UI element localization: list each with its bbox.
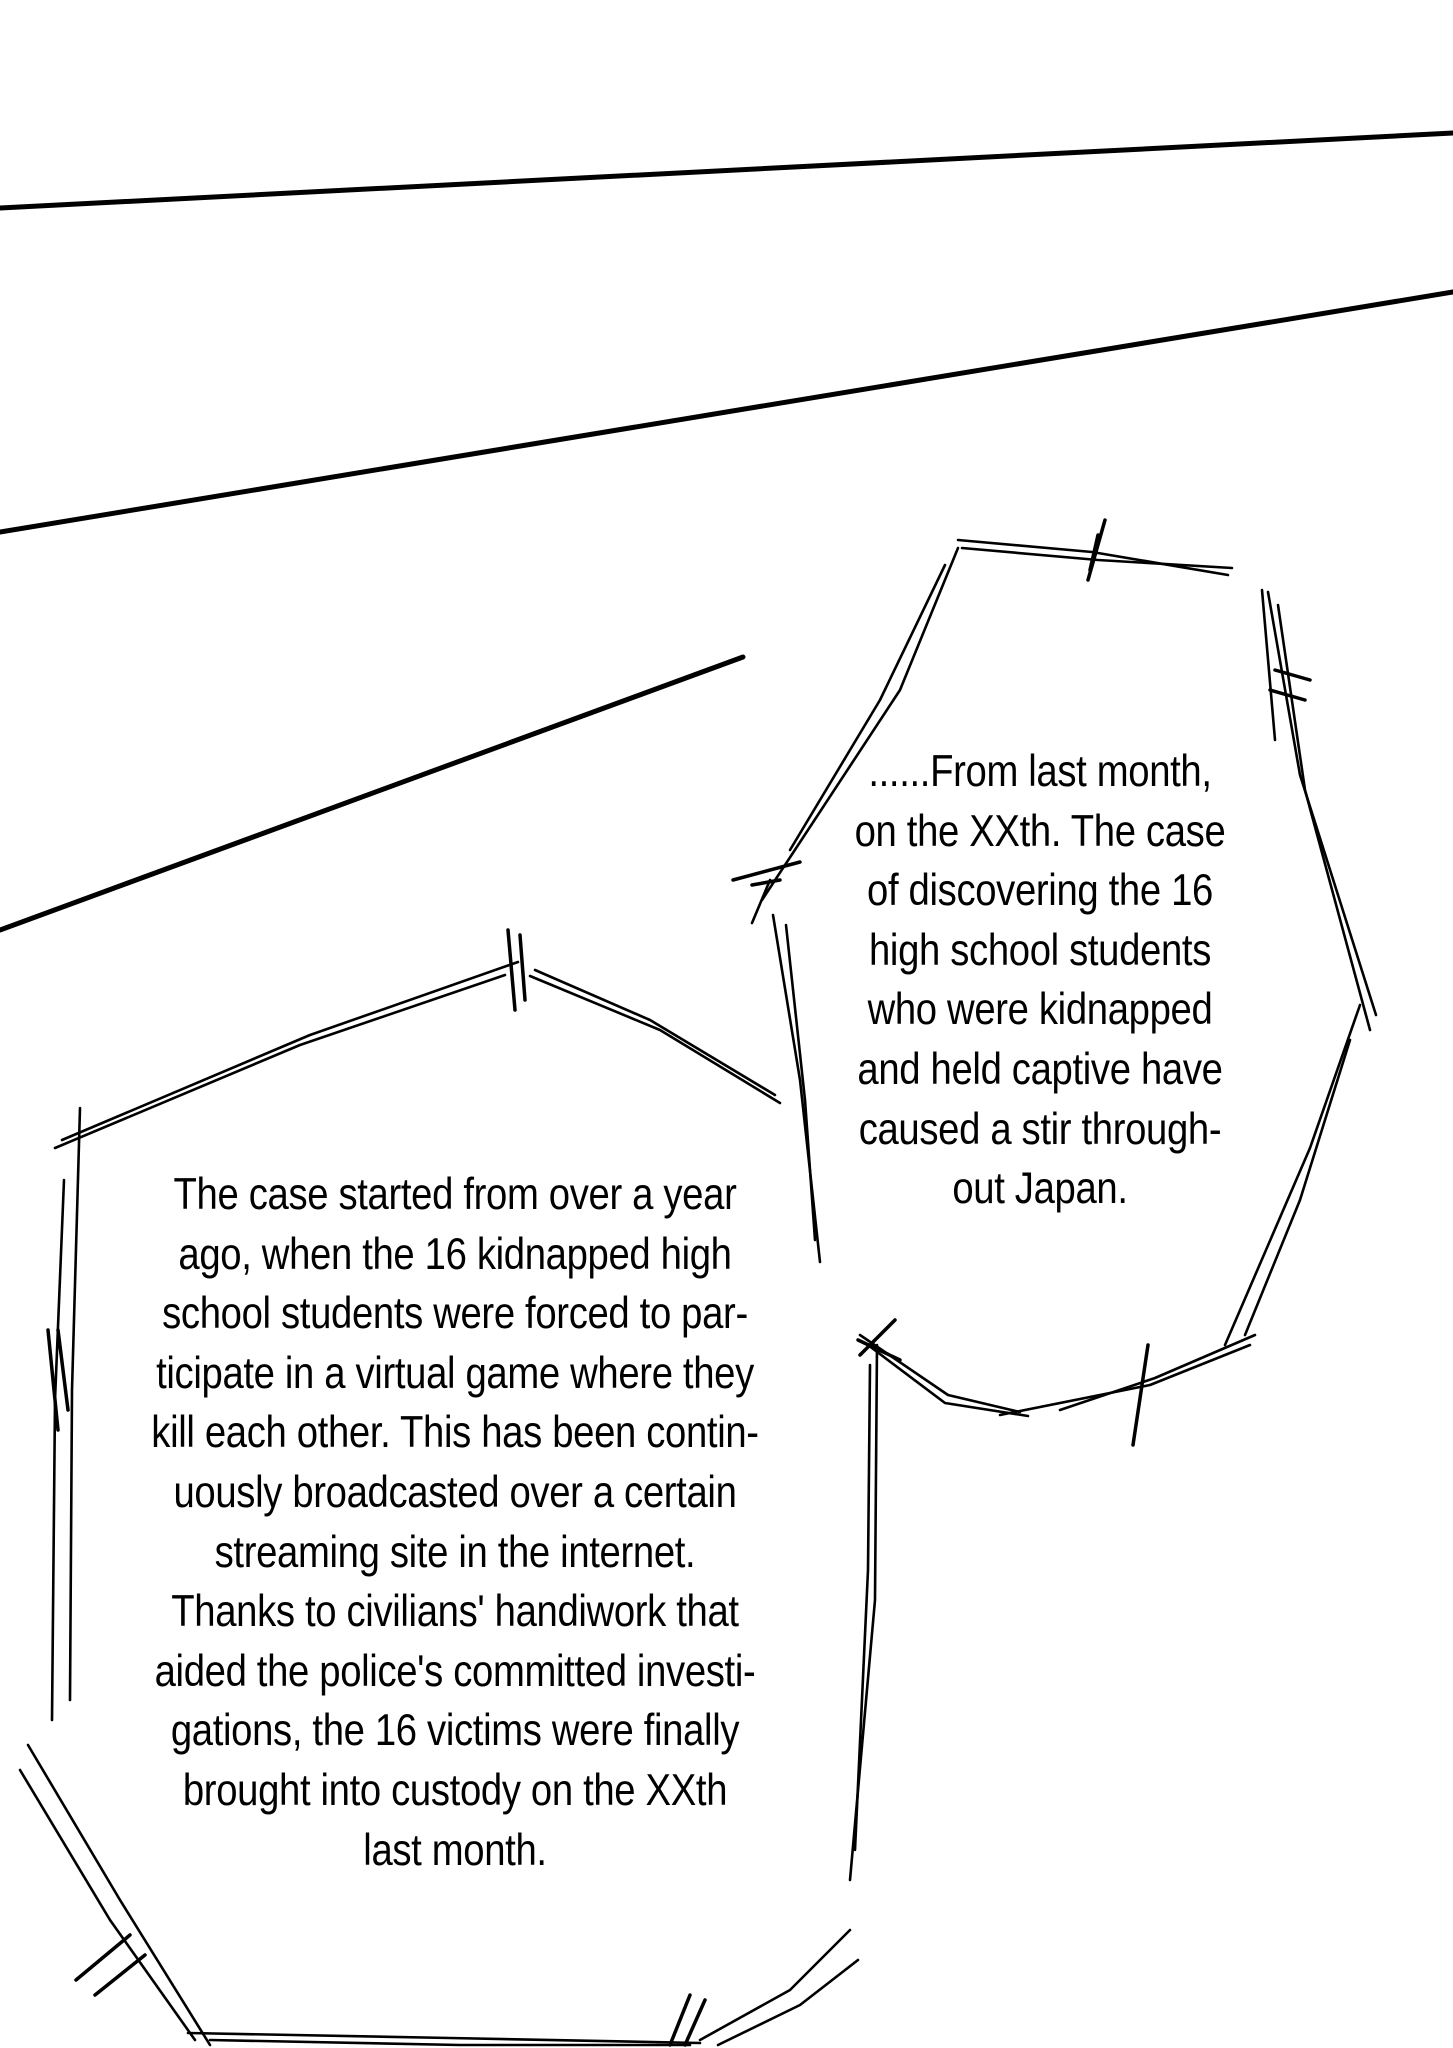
caption-right-line: on the XXth. The case: [854, 806, 1226, 856]
caption-right-line: ......From last month,: [868, 747, 1212, 796]
caption-left-line: ago, when the 16 kidnapped high: [178, 1229, 732, 1279]
speed-line-top: [0, 133, 1453, 208]
caption-left-line: streaming site in the internet.: [214, 1527, 696, 1577]
caption-left-line: kill each other. This has been contin-: [151, 1408, 759, 1458]
caption-right-line: who were kidnapped: [867, 985, 1213, 1035]
speed-line-middle: [0, 292, 1453, 532]
caption-left-line: uously broadcasted over a certain: [173, 1467, 737, 1517]
caption-left-line: Thanks to civilians' handiwork that: [171, 1587, 739, 1637]
caption-right-line: high school students: [868, 925, 1212, 975]
caption-left-line: school students were forced to par-: [162, 1289, 748, 1339]
caption-left-line: aided the police's committed investi-: [154, 1646, 756, 1696]
speed-line-lower: [0, 657, 743, 930]
caption-right-line: and held captive have: [857, 1044, 1223, 1094]
caption-left-line: brought into custody on the XXth: [182, 1765, 728, 1815]
caption-right: [842, 742, 1238, 1219]
caption-left-line: gations, the 16 victims were finally: [170, 1706, 740, 1756]
caption-right-line: out Japan.: [952, 1164, 1128, 1214]
caption-right-line: of discovering the 16: [867, 866, 1213, 916]
caption-left-line: last month.: [363, 1825, 547, 1875]
caption-left-line: ticipate in a virtual game where they: [156, 1348, 754, 1398]
caption-left-line: The case started from over a year: [173, 1170, 737, 1219]
caption-left: [124, 1165, 786, 1880]
caption-right-line: caused a stir through-: [858, 1104, 1222, 1154]
